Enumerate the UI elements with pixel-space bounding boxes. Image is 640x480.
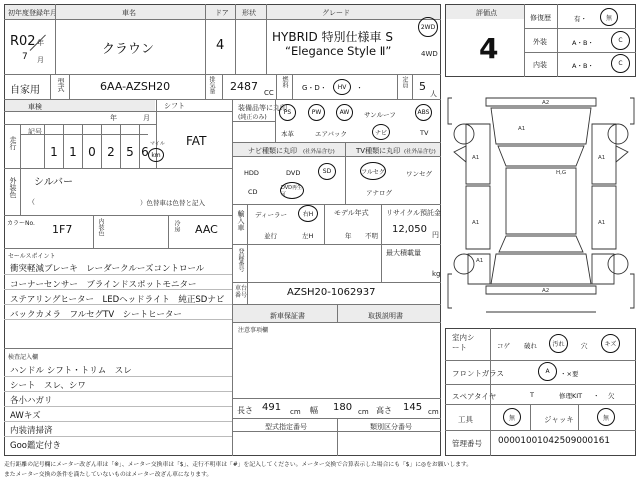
tv-fullseg: フルセグ [361,168,385,176]
interior-eval: C [618,60,623,67]
sales-points-label: セールスポイント [8,253,56,260]
tv-type-label: TV種類に丸印 [356,147,401,155]
seat-scratch-circle [601,334,620,353]
seat-scratch: キズ [604,341,617,348]
equip-aw: AW [336,104,353,121]
equip-leather: 本革 [281,130,294,138]
fuel-other: ・ [356,84,363,92]
first-reg-month: 7 [22,52,28,62]
spare-kit: 修理KIT [559,392,583,400]
seat-burn: コゲ [497,342,510,350]
diagram-mark-front-bumper: A2 [542,100,550,106]
width-unit: cm [358,408,369,416]
tv-oneseg: ワンセグ [406,170,432,178]
mgmt-number: 00001001042509000161 [498,436,610,446]
diagram-mark-door-left: A1 [472,220,480,226]
jack-value: 無 [602,414,609,422]
grade-line1: HYBRID 特別仕様車 S [272,30,393,44]
inspection-year-label: 年 [110,114,117,122]
diagram-mark-door-right: A1 [598,220,606,226]
diagram-mark-quarter-left: A1 [476,258,484,264]
exterior-eval-label: 外装 [533,38,547,46]
footer-note-2: またメーター交換の条件を満たしていないものはメーター改ざん車になります。 [4,472,213,478]
nav-type-label: ナビ種類に丸印 [248,147,297,155]
inspector-label: 検査記入欄 [8,354,39,361]
length-value: 491 [262,402,282,413]
mgmt-label: 管理番号 [452,439,482,448]
dealer-label: ディーラー [255,211,287,219]
seat-tear: 破れ [524,342,537,350]
equip-tv: TV [420,129,429,137]
nav-dvd: DVD [286,169,301,177]
shape-label: 形状 [242,9,256,17]
equip-pw: PW [308,104,325,121]
use-value: 自家用 [10,85,40,96]
nav-sd-circle [318,163,336,180]
interior-eval-options: A・B・ [572,62,594,70]
mileage-digit-1: 1 [50,145,58,159]
sales-point-3: ステアリングヒーター LEDヘッドライト 純正SDナビ [10,295,225,305]
mileage-label: 走行 [9,136,17,150]
length-label: 長さ [237,406,253,415]
dealer-parallel: 並行 [264,232,277,240]
exterior-eval: C [618,37,623,44]
diagram-mark-fender-right: A1 [598,155,606,161]
diagram-mark-roof: H,G [556,170,567,176]
digits-label: 記号 [28,128,42,136]
new-warranty-label: 新車保証書 [270,312,305,320]
inspection-label: 車検 [28,103,42,111]
repair-none-circle [600,8,618,26]
inspector-note-4: AWキズ [10,411,41,421]
chassis-label: 車台番号 [235,285,248,299]
equip-airbag: エアバック [315,130,347,138]
inspection-month-label: 月 [143,114,150,122]
drive-2wd: 2WD [420,23,436,31]
nav-hdd: HDD [244,169,259,177]
first-reg-label: 初年度登録年月 [8,9,57,17]
spare-missing: 欠 [608,392,615,400]
sales-point-1: 衝突軽減ブレーキ レーダークルーズコントロール [10,264,205,274]
interior-eval-label: 内装 [533,61,547,69]
inspector-note-5: 内装清掃済 [10,426,53,436]
nav-dvd-play-circle [280,182,304,199]
km-unit: km [151,151,161,159]
height-value: 145 [403,402,423,413]
handle-left: 左H [302,232,314,240]
mileage-digit-6: 6 [141,145,149,159]
exterior-color-label: 外装色 [9,177,17,198]
seat-stain-circle [549,334,568,353]
recycle-unit: 円 [432,231,439,239]
mileage-digit-3: 0 [88,145,96,159]
class-label: 類別区分番号 [370,423,412,431]
nav-cd: CD [248,188,258,196]
equipment-label2: (純正のみ) [238,114,267,121]
mileage-digit-5: 5 [126,145,134,159]
load-unit: kg [432,270,441,278]
diagram-mark-hood: A1 [518,126,526,132]
mileage-digit-4: 2 [107,145,115,159]
capacity-label: 定員 [401,76,408,88]
handle-right-circle [298,205,318,222]
exterior-eval-options: A・B・ [572,39,594,47]
interior-color-label: 内装色 [97,218,104,236]
diagram-mark-rear-bumper: A2 [542,288,550,294]
fuel-hv: HV [337,83,347,91]
recycle-amount: 12,050 [392,224,427,235]
color-no-value: 1F7 [52,223,73,236]
ac-value: AAC [195,223,218,236]
jack-label: ジャッキ [544,415,574,424]
fuel-options: G・D・ [302,84,327,92]
tv-fullseg-circle [360,162,386,180]
mile-unit: マイル [150,141,165,147]
interior-eval-circle [611,54,630,73]
shift-value: FAT [186,134,207,148]
grade-label: グレード [322,9,350,17]
front-glass-a: A [545,368,550,375]
equip-abs: ABS [415,104,432,121]
handle-right: 右H [302,211,314,218]
reg-no-label: 登録番号 [237,248,244,272]
type-cert-label: 型式指定番号 [265,423,307,431]
diagram-mark-fender-left: A1 [472,155,480,161]
grade-line2: “Elegance Style Ⅱ” [285,44,392,58]
displacement-value: 2487 [230,80,258,93]
fuel-hv-circle [333,79,351,95]
seat-stain: 汚れ [552,341,565,348]
notes-label: 注意事項欄 [238,327,269,334]
tools-value: 無 [508,414,515,422]
nav-dvd-play: DVD再生可 [281,184,303,198]
sales-point-2: コーナーセンサー ブラインドスポットモニター [10,280,197,290]
car-damage-diagram [446,84,636,324]
ac-label: 冷房 [173,220,180,232]
import-label: 輸入車 [237,210,245,231]
first-reg-year: R02 [10,34,36,49]
front-glass-rest: ・×要 [560,370,579,378]
inspector-note-6: Goo鑑定付き [10,441,61,451]
length-unit: cm [290,408,301,416]
tv-type-note: (社外品含む) [404,149,436,155]
tools-label: 工具 [458,415,473,424]
exterior-eval-circle [611,31,630,50]
jack-circle [597,408,615,426]
month-suffix: 月 [37,56,44,64]
inspector-note-3: 各小ハガリ [10,396,53,406]
chassis-value: AZSH20-1062937 [287,287,376,298]
capacity-value: 5 [419,80,426,93]
height-label: 高さ [376,406,392,415]
max-load-label: 最大積載量 [386,249,421,257]
car-name: クラウン [102,42,155,57]
recycle-label: リサイクル預託金 [386,209,442,217]
spare-dot: ・ [593,392,600,400]
repair-none: 無 [605,14,612,22]
equip-ps: PS [279,104,296,121]
seat-label: 室内シート [452,333,475,352]
fuel-label: 燃料 [281,76,288,88]
km-unit-circle [148,148,164,162]
displacement-label: 排気量 [208,76,215,94]
inspector-note-2: シート スレ、シワ [10,381,86,391]
repair-label: 修復歴 [530,14,551,22]
spare-tire-label: スペアタイヤ [452,392,497,401]
score-value: 4 [479,32,499,65]
tools-circle [503,408,521,426]
footer-note-1: 走行距離の記号欄にメーター改ざん車は「※」、メーター交換車は「$」、走行不明車は「#」を記入してください。メーター交換で合算表示した場合にも「$」に◎をお願いします。 [4,462,473,468]
equipment-label: 装備品等に丸印 [238,104,287,112]
type-value: 6AA-AZSH20 [100,80,171,93]
drive-2wd-circle [418,17,438,37]
tv-analog: アナログ [366,189,392,197]
model-year-label: モデル年式 [334,209,369,217]
score-label: 評価点 [476,9,497,17]
equip-navi: ナビ [372,124,390,140]
nav-sd: SD [322,168,332,175]
nav-type-note: (社外品含む) [303,149,335,155]
doors-label: ドア [215,9,229,17]
exterior-color-value: シルバー [34,177,74,188]
cc-unit: CC [264,89,274,97]
spare-t: T [530,391,534,399]
model-year-unknown: 不明 [365,232,378,240]
model-year-year: 年 [345,232,352,240]
manual-label: 取扱説明書 [368,312,403,320]
inspector-note-1: ハンドル シフト・トリム スレ [10,366,132,376]
color-change-note: ）色替車は色替と記入 [140,199,205,207]
front-glass-label: フロントガラス [452,369,505,378]
height-unit: cm [428,408,439,416]
seat-hole: 穴 [581,342,588,350]
repair-options: 有・ [574,15,587,23]
width-label: 幅 [310,406,318,415]
type-label: 型式 [57,78,65,92]
width-value: 180 [333,402,353,413]
car-name-label: 車名 [122,9,136,17]
doors-value: 4 [216,38,225,53]
mileage-digit-2: 1 [69,145,77,159]
equip-sunroof: サンルーフ [364,111,396,119]
year-suffix: 年 [37,39,44,47]
front-glass-circle [538,362,557,381]
shift-label: シフト [164,102,185,110]
capacity-unit: 人 [430,90,437,98]
drive-4wd: 4WD [421,50,438,58]
color-no-label: カラーNo. [7,220,35,227]
sales-point-4: バックカメラ フルセグTV シートヒーター [10,310,182,320]
